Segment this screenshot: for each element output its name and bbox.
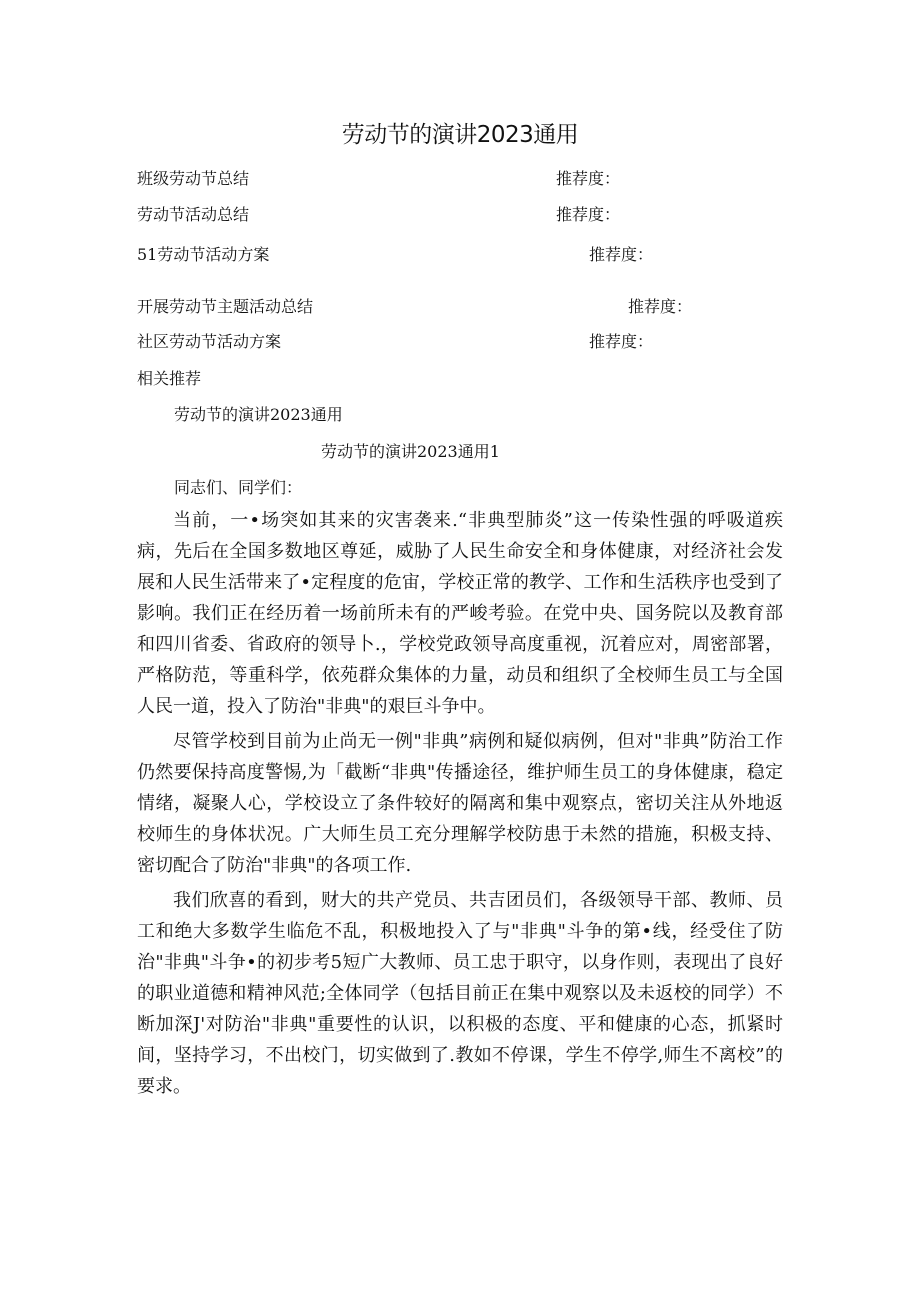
recommendation-score-label: 推荐度： (589, 245, 654, 264)
section-title: 劳动节的演讲2023通用1 (321, 442, 500, 461)
related-heading: 相关推荐 (137, 369, 202, 388)
recommendation-score-label: 推荐度： (628, 297, 693, 316)
recommendation-score-label: 推荐度： (556, 169, 621, 188)
recommendation-link[interactable]: 劳动节活动总结 (137, 205, 250, 224)
recommendation-link[interactable]: 51劳动节活动方案 (137, 245, 270, 264)
greeting: 同志们、同学们： (174, 478, 303, 497)
article-title: 劳动节的演讲2023通用 (174, 405, 343, 424)
recommendation-link[interactable]: 开展劳动节主题活动总结 (137, 297, 314, 316)
paragraph: 尽管学校到目前为止尚无一例"非典”病例和疑似病例，但对"非典”防治工作仍然要保持高度警惕,为「截断“非典"传播途径，维护师生员工的身体健康，稳定情绪，凝聚人心，学校设立了条件较好的隔离和集中观察点，密切关注从外地返校师生的身体状况。广大师生员工充分理解学校防患于未然的措施，积极支持、密切配合了防治"非典"的各项工作. (137, 731, 783, 876)
recommendation-score-label: 推荐度： (589, 332, 654, 351)
paragraph: 当前，一•场突如其来的灾害袭来.“非典型肺炎”这一传染性强的呼吸道疾病，先后在全国多数地区尊延，威胁了人民生命安全和身体健康，对经济社会发展和人民生活带来了•定程度的危宙，学校正常的教学、工作和生活秩序也受到了影响。我们正在经历着一场前所未有的严峻考验。在党中央、国务院以及教育部和四川省委、省政府的领导卜.，学校党政领导高度重视，沉着应对，周密部署，严格防范，等重科学，依苑群众集体的力量，动员和组织了全校师生员工与全国人民一道，投入了防治"非典"的艰巨斗争中。 (137, 510, 783, 717)
recommendation-score-label: 推荐度： (556, 205, 621, 224)
article-body (137, 505, 783, 1102)
paragraph: 我们欣喜的看到，财大的共产党员、共吉团员们，各级领导干部、教师、员工和绝大多数学生临危不乱，积极地投入了与"非典"斗争的第•线，经受住了防治"非典"斗争•的初步考5短广大教师、员工忠于职守，以身作则，表现出了良好的职业道德和精神风范;全体同学（包括目前正在集中观察以及未返校的同学）不断加深J'对防治"非典"重要性的认识，以积极的态度、平和健康的心态，抓紧时间，坚持学习，不出校门，切实做到了.教如不停课，学生不停学,师生不离校”的要求。 (137, 890, 783, 1097)
recommendation-link[interactable]: 社区劳动节活动方案 (137, 332, 282, 351)
recommendation-link[interactable]: 班级劳动节总结 (137, 169, 250, 188)
document-title: 劳动节的演讲2023通用 (341, 122, 579, 148)
